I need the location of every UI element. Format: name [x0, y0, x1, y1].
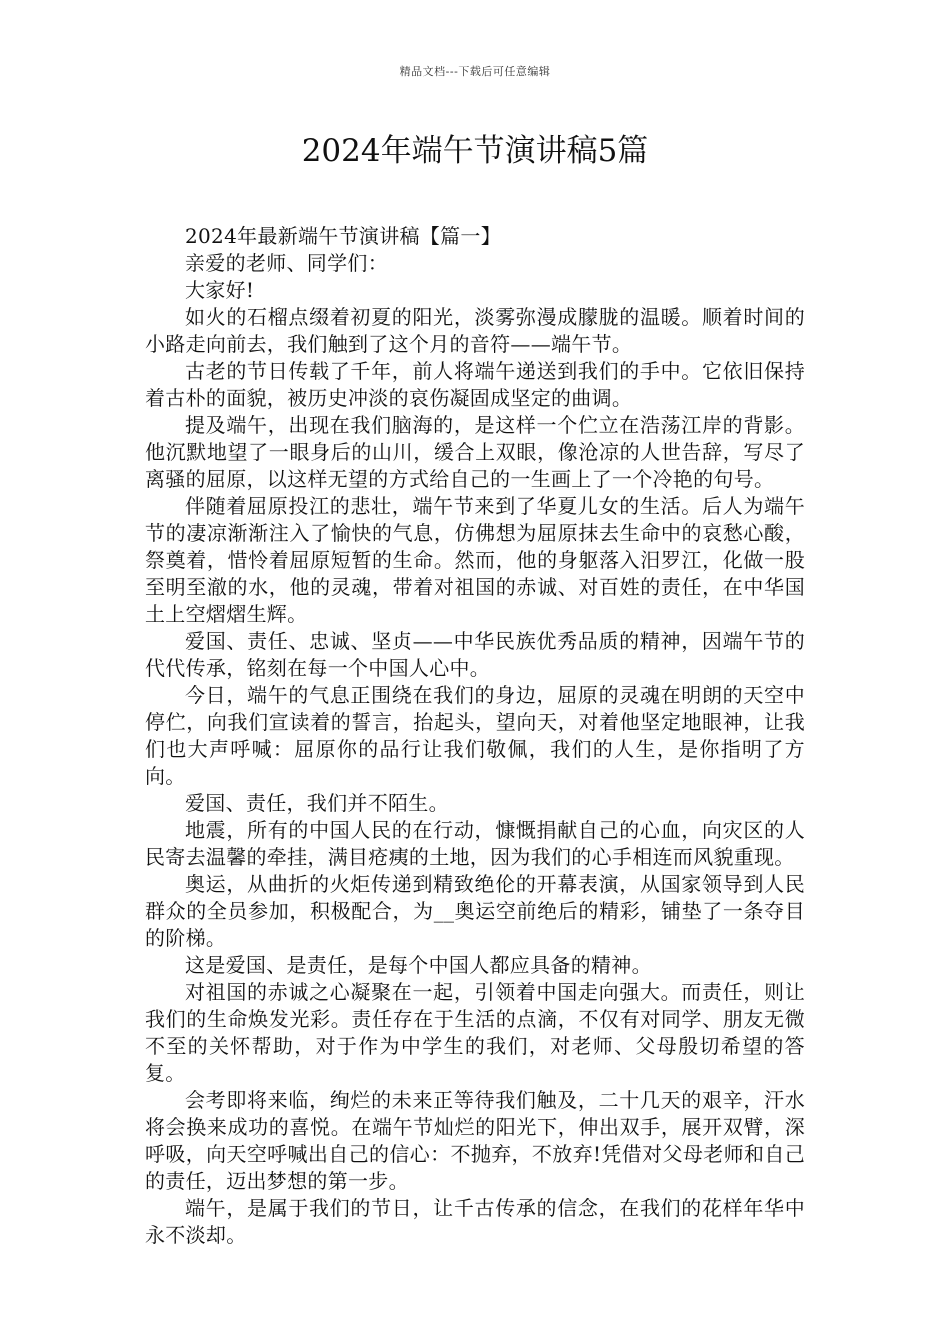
header-note: 精品文档---下载后可任意编辑 [399, 65, 551, 78]
body-paragraph: 古老的节日传载了千年，前人将端午递送到我们的手中。它依旧保持着古朴的面貌，被历史冲淡的哀伤凝固成坚定的曲调。 [145, 359, 805, 410]
body-paragraph: 今日，端午的气息正围绕在我们的身边，屈原的灵魂在明朗的天空中停伫，向我们宣读着的誓言，抬起头，望向天，对着他坚定地眼神，让我们也大声呼喊：屈原你的品行让我们敬佩，我们的人生，是你指明了方向。 [145, 683, 805, 788]
body-paragraph: 地震，所有的中国人民的在行动，慷慨捐献自己的心血，向灾区的人民寄去温馨的牵挂，满目疮痍的土地，因为我们的心手相连而风貌重现。 [145, 818, 805, 869]
body-paragraph: 对祖国的赤诚之心凝聚在一起，引领着中国走向强大。而责任，则让我们的生命焕发光彩。责任存在于生活的点滴，不仅有对同学、朋友无微不至的关怀帮助，对于作为中学生的我们，对老师、父母殷切希望的答复。 [145, 980, 805, 1085]
body-paragraph: 爱国、责任、忠诚、坚贞——中华民族优秀品质的精神，因端午节的代代传承，铭刻在每一个中国人心中。 [145, 629, 805, 680]
salutation: 亲爱的老师、同学们： [185, 251, 388, 275]
body-paragraph: 伴随着屈原投江的悲壮，端午节来到了华夏儿女的生活。后人为端午节的凄凉渐渐注入了愉快的气息，仿佛想为屈原抹去生命中的哀愁心酸，祭奠着，惜怜着屈原短暂的生命。然而，他的身躯落入汨罗江，化做一股至明至澈的水，他的灵魂，带着对祖国的赤诚、对百姓的责任，在中华国土上空熠熠生辉。 [145, 494, 805, 626]
document-title: 2024年端午节演讲稿5篇 [301, 133, 649, 169]
body-paragraph: 奥运，从曲折的火炬传递到精致绝伦的开幕表演，从国家领导到人民群众的全员参加，积极配合，为__奥运空前绝后的精彩，铺垫了一条夺目的阶梯。 [145, 872, 805, 950]
body-paragraph: 提及端午，出现在我们脑海的，是这样一个伫立在浩荡江岸的背影。他沉默地望了一眼身后的山川，缓合上双眼，像沧凉的人世告辞，写尽了离骚的屈原，以这样无望的方式给自己的一生画上了一个冷艳的句号。 [145, 413, 805, 491]
body-paragraph: 爱国、责任，我们并不陌生。 [185, 791, 449, 815]
body-paragraph: 这是爱国、是责任，是每个中国人都应具备的精神。 [185, 953, 652, 977]
body-paragraph: 如火的石榴点缀着初夏的阳光，淡雾弥漫成朦胧的温暖。顺着时间的小路走向前去，我们触到了这个月的音符——端午节。 [145, 305, 805, 356]
greeting: 大家好! [185, 278, 255, 302]
body-paragraph: 会考即将来临，绚烂的未来正等待我们触及，二十几天的艰辛，汗水将会换来成功的喜悦。在端午节灿烂的阳光下，伸出双手，展开双臂，深呼吸，向天空呼喊出自己的信心：不抛弃，不放弃!凭借对父母老师和自己的责任，迈出梦想的第一步。 [145, 1088, 805, 1193]
body-paragraph: 端午，是属于我们的节日，让千古传承的信念，在我们的花样年华中永不淡却。 [145, 1196, 805, 1247]
section-heading: 2024年最新端午节演讲稿【篇一】 [185, 224, 501, 248]
document-body [145, 223, 805, 1249]
